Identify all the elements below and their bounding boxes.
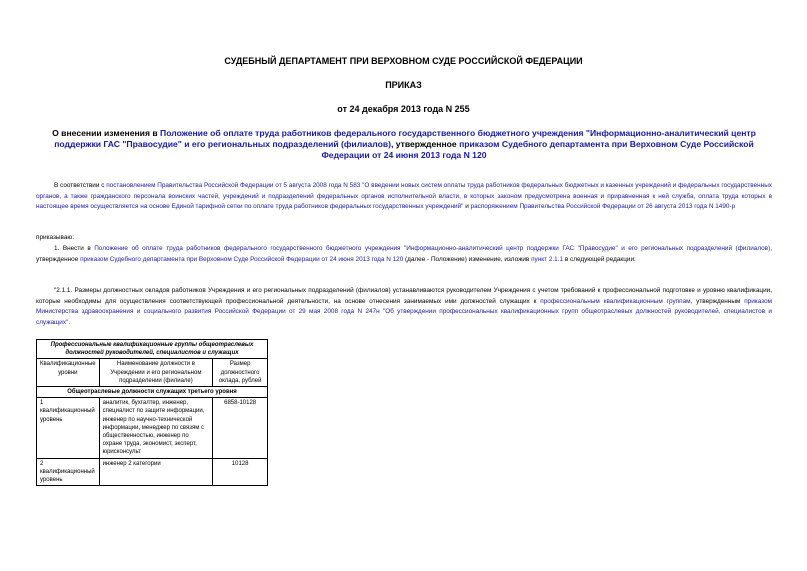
table-row — [37, 458, 268, 486]
item211-text-2: , утвержденным — [690, 297, 745, 305]
item211-link-order[interactable]: приказом Министерства здравоохранения и социального развития Российской Федерации от 29 мая 2008 года N 247н "Об утверждении профессиональных квалификационных групп общеотраслевых должностей руководителей, специалистов и служащих" — [36, 297, 773, 326]
preamble-text-2: и — [463, 203, 471, 210]
document-type: ПРИКАЗ — [385, 80, 422, 90]
table-title: Профессиональные квалификационные группы общеотраслевых должностей руководителей, специалистов и служащих — [37, 340, 268, 359]
item211-text-1: "2.1.1. Размеры должностных окладов работников Учреждения и его региональных подразделений (филиалов) устанавливаются руководителем Учреждения с учетом требований к профессиональной подготовке и уровню квалификации, которые необходимы для осуществления соответствующей профессиональной деятельности, на основе отнесения занимаемых ими должностей служащих к — [36, 287, 772, 305]
preamble-paragraph — [36, 181, 772, 213]
department-heading: СУДЕБНЫЙ ДЕПАРТАМЕНТ ПРИ ВЕРХОВНОМ СУДЕ РОССИЙСКОЙ ФЕДЕРАЦИИ — [224, 56, 583, 66]
row-positions: инженер 2 категории — [99, 458, 213, 486]
title-link-order[interactable]: приказом Судебного департамента при Верховном Суде Российской Федерации от 24 июня 2013 года N 120 — [321, 139, 754, 160]
table-section-heading: Общеотраслевые должности служащих третьего уровня — [37, 387, 268, 398]
row-salary: 6858-10128 — [213, 398, 268, 458]
item1-text-3: (далее - Положение) изменение, изложив — [403, 255, 532, 263]
item1-text-1: 1. Внести в — [54, 245, 95, 252]
title-link-regulation[interactable]: Положение об оплате труда работников федерального государственного бюджетного учреждения "Информационно-аналитический центр поддержки ГАС "Правосудие" и его региональных подразделений (филиалов) — [54, 128, 756, 149]
table-row — [37, 398, 268, 458]
qualification-groups-table — [36, 339, 268, 486]
item211-text-3: . — [68, 318, 71, 326]
preamble-link-decree[interactable]: распоряжением Правительства Российской Федерации от 26 августа 2013 года N 1490-р — [470, 203, 736, 210]
document-title — [36, 128, 772, 161]
item1-link-clause[interactable]: пункт 2.1.1 — [531, 255, 564, 263]
preamble-link-resolution[interactable]: постановлением Правительства Российской Федерации от 5 августа 2008 года N 583 "О введении новых систем оплаты труда работников федеральных бюджетных и казенных учреждений и федеральных государственных органов, а также гражданского персонала воинских частей, учреждений и подразделений федеральных органов исполнительной власти, в которых законом предусмотрена военная и приравненная к ней служба, оплата труда которых в настоящее время осуществляется на основе Единой тарифной сетки по оплате труда работников федеральных государственных учреждений" — [36, 182, 772, 210]
column-header-salary: Размер должностного оклада, рублей — [213, 359, 268, 387]
row-level: 1 квалификационный уровень — [37, 398, 100, 458]
title-prefix: О внесении изменения в — [52, 128, 161, 138]
column-header-levels: Квалификационные уровни — [37, 359, 100, 387]
preamble-text-1: В соответствии с — [54, 182, 107, 189]
item1-link-order[interactable]: приказом Судебного департамента при Верховном Суде Российской Федерации от 24 июня 2013 года N 120 — [80, 255, 404, 263]
column-header-positions: Наименование должности в Учреждении и его региональном подразделении (филиале) — [99, 359, 213, 387]
item-2-1-1-paragraph — [36, 286, 772, 328]
item1-text-2: , утвержденное — [36, 245, 772, 263]
row-level: 2 квалификационный уровень — [37, 458, 100, 486]
row-salary: 10128 — [213, 458, 268, 486]
document-date-number: от 24 декабря 2013 года N 255 — [337, 104, 470, 114]
order-word: приказываю: — [36, 234, 74, 241]
item1-text-4: в следующей редакции: — [563, 255, 636, 263]
item1-link-regulation[interactable]: Положение об оплате труда работников федерального государственного бюджетного учреждения "Информационно-аналитический центр поддержки ГАС "Правосудие" и его региональных подразделений (филиалов) — [94, 245, 771, 252]
row-positions: аналитик, бухгалтер, инженер, специалист по защите информации, инженер по научно-технической информации, менеджер по связям с общественностью, инженер по охране труда, экономист, эксперт, юрисконсульт — [99, 398, 213, 458]
title-middle: , утвержденное — [390, 139, 460, 149]
item211-link-groups[interactable]: профессиональным квалификационным группам — [540, 297, 691, 305]
item-1-paragraph — [36, 244, 772, 265]
